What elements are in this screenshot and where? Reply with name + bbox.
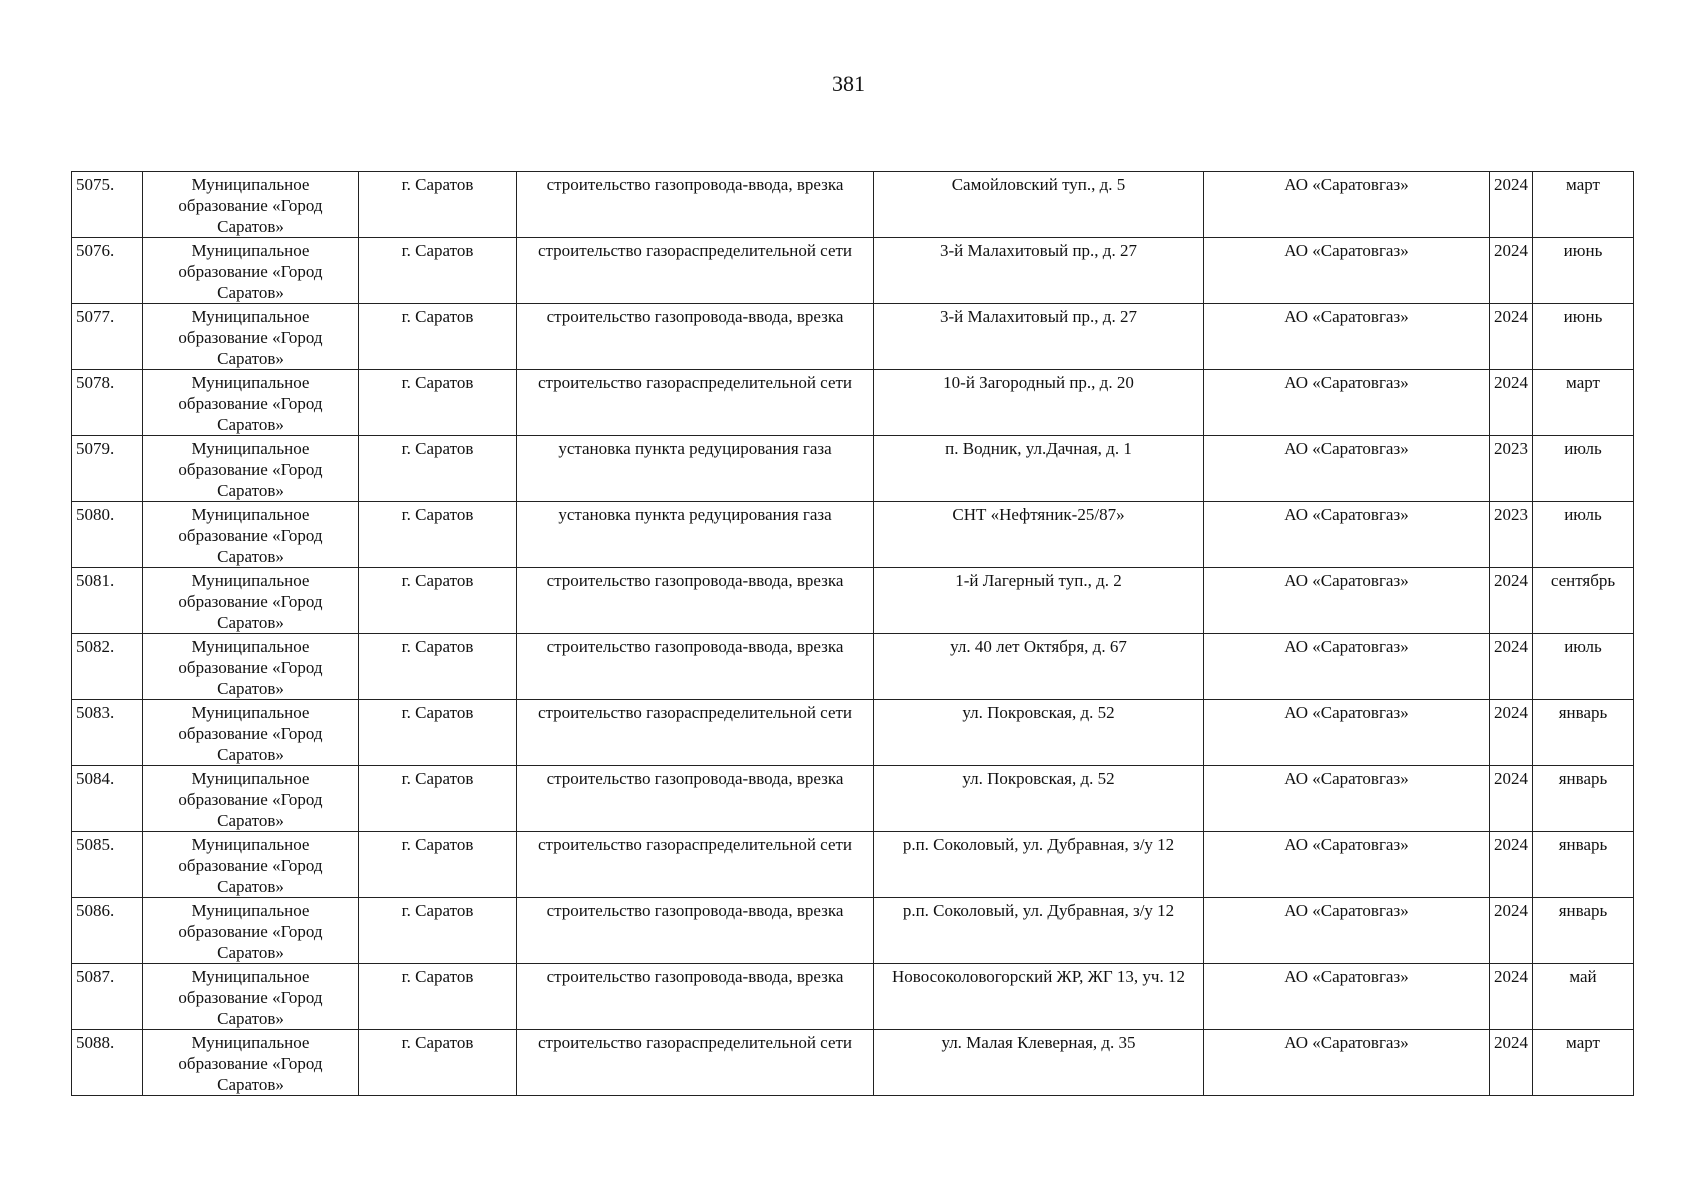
municipality-cell: Муниципальное образование «Город Саратов» bbox=[143, 568, 359, 634]
organization-cell: АО «Саратовгаз» bbox=[1204, 700, 1490, 766]
table-row bbox=[72, 304, 1634, 370]
row-number-cell: 5080. bbox=[72, 502, 143, 568]
table-row bbox=[72, 634, 1634, 700]
month-cell: май bbox=[1533, 964, 1634, 1030]
month-cell: январь bbox=[1533, 898, 1634, 964]
year-cell: 2024 bbox=[1490, 568, 1533, 634]
year-cell: 2024 bbox=[1490, 964, 1533, 1030]
row-number-cell: 5077. bbox=[72, 304, 143, 370]
city-cell: г. Саратов bbox=[359, 502, 517, 568]
table-row bbox=[72, 832, 1634, 898]
month-cell: июль bbox=[1533, 436, 1634, 502]
organization-cell: АО «Саратовгаз» bbox=[1204, 634, 1490, 700]
municipality-cell: Муниципальное образование «Город Саратов» bbox=[143, 436, 359, 502]
row-number-cell: 5083. bbox=[72, 700, 143, 766]
city-cell: г. Саратов bbox=[359, 304, 517, 370]
municipality-cell: Муниципальное образование «Город Саратов» bbox=[143, 172, 359, 238]
month-cell: март bbox=[1533, 172, 1634, 238]
address-cell: п. Водник, ул.Дачная, д. 1 bbox=[874, 436, 1204, 502]
city-cell: г. Саратов bbox=[359, 436, 517, 502]
month-cell: март bbox=[1533, 370, 1634, 436]
municipality-cell: Муниципальное образование «Город Саратов» bbox=[143, 766, 359, 832]
month-cell: сентябрь bbox=[1533, 568, 1634, 634]
work-type-cell: установка пункта редуцирования газа bbox=[517, 502, 874, 568]
year-cell: 2024 bbox=[1490, 172, 1533, 238]
city-cell: г. Саратов bbox=[359, 700, 517, 766]
row-number-cell: 5087. bbox=[72, 964, 143, 1030]
work-type-cell: строительство газопровода-ввода, врезка bbox=[517, 964, 874, 1030]
work-type-cell: строительство газопровода-ввода, врезка bbox=[517, 898, 874, 964]
work-type-cell: строительство газопровода-ввода, врезка bbox=[517, 634, 874, 700]
table-row bbox=[72, 700, 1634, 766]
address-cell: р.п. Соколовый, ул. Дубравная, з/у 12 bbox=[874, 832, 1204, 898]
municipality-cell: Муниципальное образование «Город Саратов» bbox=[143, 238, 359, 304]
organization-cell: АО «Саратовгаз» bbox=[1204, 370, 1490, 436]
work-type-cell: строительство газопровода-ввода, врезка bbox=[517, 766, 874, 832]
row-number-cell: 5075. bbox=[72, 172, 143, 238]
table-row bbox=[72, 172, 1634, 238]
month-cell: январь bbox=[1533, 832, 1634, 898]
row-number-cell: 5084. bbox=[72, 766, 143, 832]
city-cell: г. Саратов bbox=[359, 370, 517, 436]
city-cell: г. Саратов bbox=[359, 238, 517, 304]
municipality-cell: Муниципальное образование «Город Саратов» bbox=[143, 370, 359, 436]
organization-cell: АО «Саратовгаз» bbox=[1204, 502, 1490, 568]
address-cell: Новосоколовогорский ЖР, ЖГ 13, уч. 12 bbox=[874, 964, 1204, 1030]
registry-table bbox=[71, 171, 1634, 1096]
year-cell: 2024 bbox=[1490, 634, 1533, 700]
row-number-cell: 5081. bbox=[72, 568, 143, 634]
work-type-cell: строительство газопровода-ввода, врезка bbox=[517, 172, 874, 238]
municipality-cell: Муниципальное образование «Город Саратов» bbox=[143, 634, 359, 700]
work-type-cell: строительство газораспределительной сети bbox=[517, 238, 874, 304]
row-number-cell: 5085. bbox=[72, 832, 143, 898]
address-cell: Самойловский туп., д. 5 bbox=[874, 172, 1204, 238]
work-type-cell: строительство газораспределительной сети bbox=[517, 1030, 874, 1096]
year-cell: 2024 bbox=[1490, 898, 1533, 964]
address-cell: ул. Покровская, д. 52 bbox=[874, 700, 1204, 766]
organization-cell: АО «Саратовгаз» bbox=[1204, 172, 1490, 238]
organization-cell: АО «Саратовгаз» bbox=[1204, 766, 1490, 832]
municipality-cell: Муниципальное образование «Город Саратов» bbox=[143, 1030, 359, 1096]
municipality-cell: Муниципальное образование «Город Саратов» bbox=[143, 898, 359, 964]
organization-cell: АО «Саратовгаз» bbox=[1204, 436, 1490, 502]
address-cell: ул. 40 лет Октября, д. 67 bbox=[874, 634, 1204, 700]
address-cell: р.п. Соколовый, ул. Дубравная, з/у 12 bbox=[874, 898, 1204, 964]
address-cell: 3-й Малахитовый пр., д. 27 bbox=[874, 238, 1204, 304]
table-row bbox=[72, 436, 1634, 502]
year-cell: 2024 bbox=[1490, 1030, 1533, 1096]
work-type-cell: строительство газопровода-ввода, врезка bbox=[517, 568, 874, 634]
row-number-cell: 5079. bbox=[72, 436, 143, 502]
table-row bbox=[72, 766, 1634, 832]
address-cell: 1-й Лагерный туп., д. 2 bbox=[874, 568, 1204, 634]
municipality-cell: Муниципальное образование «Город Саратов» bbox=[143, 832, 359, 898]
row-number-cell: 5086. bbox=[72, 898, 143, 964]
address-cell: СНТ «Нефтяник-25/87» bbox=[874, 502, 1204, 568]
month-cell: январь bbox=[1533, 766, 1634, 832]
work-type-cell: установка пункта редуцирования газа bbox=[517, 436, 874, 502]
year-cell: 2023 bbox=[1490, 436, 1533, 502]
address-cell: 3-й Малахитовый пр., д. 27 bbox=[874, 304, 1204, 370]
work-type-cell: строительство газопровода-ввода, врезка bbox=[517, 304, 874, 370]
year-cell: 2024 bbox=[1490, 766, 1533, 832]
month-cell: июнь bbox=[1533, 238, 1634, 304]
organization-cell: АО «Саратовгаз» bbox=[1204, 568, 1490, 634]
municipality-cell: Муниципальное образование «Город Саратов» bbox=[143, 502, 359, 568]
year-cell: 2024 bbox=[1490, 304, 1533, 370]
organization-cell: АО «Саратовгаз» bbox=[1204, 1030, 1490, 1096]
organization-cell: АО «Саратовгаз» bbox=[1204, 832, 1490, 898]
city-cell: г. Саратов bbox=[359, 832, 517, 898]
municipality-cell: Муниципальное образование «Город Саратов» bbox=[143, 964, 359, 1030]
month-cell: март bbox=[1533, 1030, 1634, 1096]
year-cell: 2024 bbox=[1490, 238, 1533, 304]
municipality-cell: Муниципальное образование «Город Саратов» bbox=[143, 700, 359, 766]
city-cell: г. Саратов bbox=[359, 634, 517, 700]
address-cell: ул. Малая Клеверная, д. 35 bbox=[874, 1030, 1204, 1096]
month-cell: июль bbox=[1533, 502, 1634, 568]
table-row bbox=[72, 370, 1634, 436]
table-row bbox=[72, 502, 1634, 568]
table-row bbox=[72, 1030, 1634, 1096]
address-cell: 10-й Загородный пр., д. 20 bbox=[874, 370, 1204, 436]
city-cell: г. Саратов bbox=[359, 766, 517, 832]
organization-cell: АО «Саратовгаз» bbox=[1204, 898, 1490, 964]
month-cell: июнь bbox=[1533, 304, 1634, 370]
organization-cell: АО «Саратовгаз» bbox=[1204, 964, 1490, 1030]
table-row bbox=[72, 238, 1634, 304]
row-number-cell: 5082. bbox=[72, 634, 143, 700]
work-type-cell: строительство газораспределительной сети bbox=[517, 832, 874, 898]
year-cell: 2024 bbox=[1490, 700, 1533, 766]
registry-table-body bbox=[72, 172, 1634, 1096]
address-cell: ул. Покровская, д. 52 bbox=[874, 766, 1204, 832]
year-cell: 2024 bbox=[1490, 832, 1533, 898]
city-cell: г. Саратов bbox=[359, 964, 517, 1030]
table-row bbox=[72, 898, 1634, 964]
row-number-cell: 5088. bbox=[72, 1030, 143, 1096]
month-cell: январь bbox=[1533, 700, 1634, 766]
table-row bbox=[72, 568, 1634, 634]
city-cell: г. Саратов bbox=[359, 1030, 517, 1096]
page-number: 381 bbox=[832, 71, 865, 96]
row-number-cell: 5078. bbox=[72, 370, 143, 436]
organization-cell: АО «Саратовгаз» bbox=[1204, 238, 1490, 304]
work-type-cell: строительство газораспределительной сети bbox=[517, 700, 874, 766]
year-cell: 2024 bbox=[1490, 370, 1533, 436]
city-cell: г. Саратов bbox=[359, 898, 517, 964]
work-type-cell: строительство газораспределительной сети bbox=[517, 370, 874, 436]
municipality-cell: Муниципальное образование «Город Саратов» bbox=[143, 304, 359, 370]
organization-cell: АО «Саратовгаз» bbox=[1204, 304, 1490, 370]
year-cell: 2023 bbox=[1490, 502, 1533, 568]
row-number-cell: 5076. bbox=[72, 238, 143, 304]
city-cell: г. Саратов bbox=[359, 172, 517, 238]
table-row bbox=[72, 964, 1634, 1030]
city-cell: г. Саратов bbox=[359, 568, 517, 634]
month-cell: июль bbox=[1533, 634, 1634, 700]
